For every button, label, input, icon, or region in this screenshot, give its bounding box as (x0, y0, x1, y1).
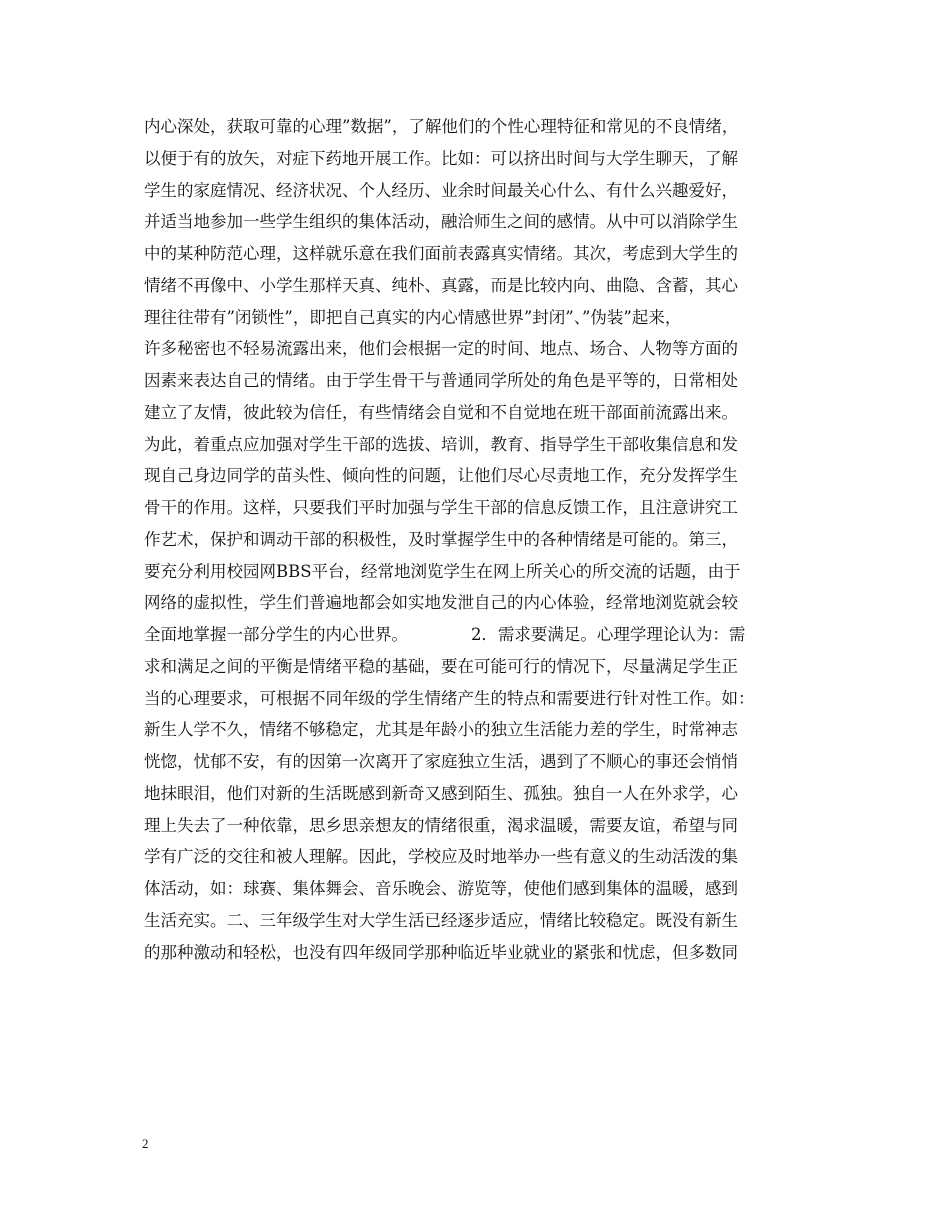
text-line: 求和满足之间的平衡是情绪平稳的基础，要在可能可行的情况下，尽量满足学生正 (144, 656, 738, 676)
text-line: 为此，着重点应加强对学生干部的选拔、培训，教育、指导学生干部收集信息和发 (144, 434, 738, 454)
text-line: 因素来表达自己的情绪。由于学生骨干与普通同学所处的角色是平等的，日常相处 (144, 371, 738, 390)
text-line: 并适当地参加一些学生组织的集体活动，融洽师生之间的感情。从中可以消除学生 (144, 212, 738, 232)
text-line: 现自己身边同学的苗头性、倾向性的问题，让他们尽心尽责地工作，充分发挥学生 (144, 466, 738, 486)
text-line: 地抹眼泪，他们对新的生活既感到新奇又感到陌生、孤独。独自一人在外求学，心 (144, 783, 738, 803)
text-line: 建立了友情，彼此较为信任，有些情绪会自觉和不自觉地在班干部面前流露出来。 (144, 402, 738, 422)
text-line: 新生人学不久，情绪不够稳定，尤其是年龄小的独立生活能力差的学生，时常神志 (144, 720, 738, 740)
body-text (144, 111, 834, 968)
text-line: 许多秘密也不轻易流露出来，他们会根据一定的时间、地点、场合、人物等方面的 (144, 339, 738, 359)
text-line: 情绪不再像中、小学生那样天真、纯朴、真露，而是比较内向、曲隐、含蓄，其心 (144, 275, 738, 295)
page-number: 2 (142, 1136, 149, 1151)
text-line: 理往往带有”闭锁性”，即把自己真实的内心情感世界”封闭”、”伪装”起来， (144, 307, 682, 327)
text-line: 中的某种防范心理，这样就乐意在我们面前表露真实情绪。其次，考虑到大学生的 (144, 244, 738, 263)
text-line: 作艺术，保护和调动干部的积极性，及时掌握学生中的各种情绪是可能的。第三， (144, 529, 738, 549)
text-line: 体活动，如：球赛、集体舞会、音乐晚会、游览等，使他们感到集体的温暖，感到 (144, 879, 738, 898)
text-line: 学有广泛的交往和被人理解。因此，学校应及时地举办一些有意义的生动活泼的集 (144, 847, 738, 867)
text-line: 生活充实。二、三年级学生对大学生活已经逐步适应，情绪比较稳定。既没有新生 (144, 910, 738, 930)
text-line: 恍惚，忧郁不安，有的因第一次离开了家庭独立生活，遇到了不顺心的事还会悄悄 (144, 752, 738, 771)
text-line: 骨干的作用。这样，只要我们平时加强与学生干部的信息反馈工作，且注意讲究工 (144, 498, 738, 517)
text-line: 全面地掌握一部分学生的内心世界。 2．需求要满足。心理学理论认为：需 (144, 625, 746, 644)
text-line: 当的心理要求，可根据不同年级的学生情绪产生的特点和需要进行针对性工作。如： (144, 688, 755, 708)
text-line: 理上失去了一种依靠，思乡思亲想友的情绪很重，渴求温暖，需要友谊，希望与同 (144, 815, 738, 835)
text-line: 的那种激动和轻松，也没有四年级同学那种临近毕业就业的紧张和忧虑，但多数同 (144, 942, 738, 962)
text-line: 网络的虚拟性，学生们普遍地都会如实地发泄自己的内心体验，经常地浏览就会较 (144, 593, 738, 613)
text-line: 学生的家庭情况、经济状况、个人经历、业余时间最关心什么、有什么兴趣爱好， (144, 180, 738, 200)
text-line: 以便于有的放矢，对症下药地开展工作。比如：可以挤出时间与大学生聊天，了解 (144, 148, 738, 168)
text-line: 要充分利用校园网BBS平台，经常地浏览学生在网上所关心的所交流的话题，由于 (144, 561, 741, 581)
text-line: 内心深处，获取可靠的心理”数据”，了解他们的个性心理特征和常见的不良情绪， (144, 117, 739, 136)
